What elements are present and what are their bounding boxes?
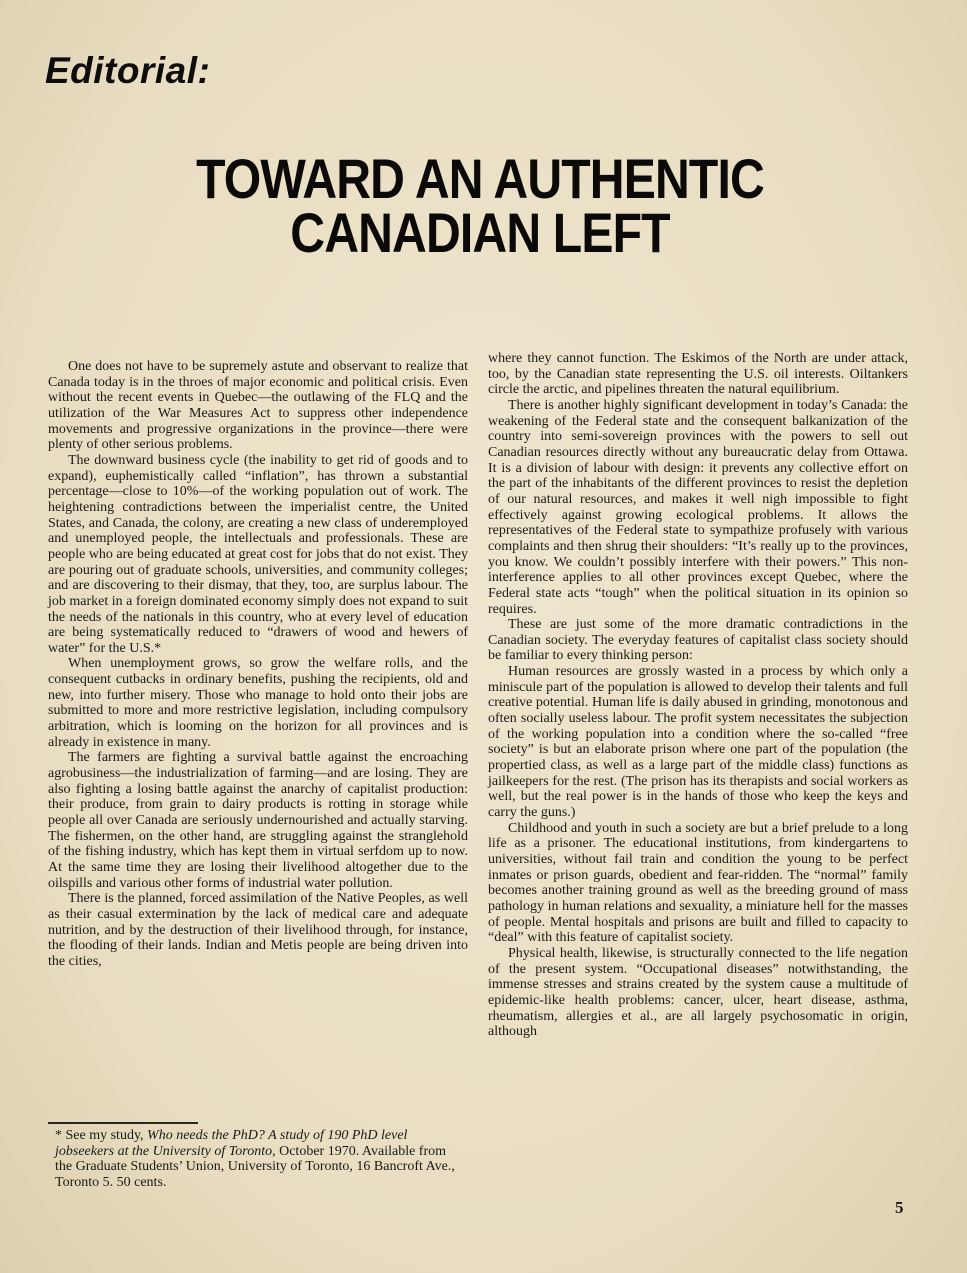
article-headline bbox=[153, 147, 807, 264]
paragraph: The farmers are fighting a survival battle against the encroaching agrobusiness—the industrialization of farming—and are losing. They are also fighting a losing battle against the anarchy of capitalist production: their produce, from grain to dairy products is rotting in storage while people all over Canada are seriously undernourished and actually starving. The fishermen, on the other hand, are struggling against the stranglehold of the fishing industry, which has kept them in virtual serfdom up to now. At the same time they are losing their livelihood altogether due to the oilspills and various other forms of industrial water pollution. bbox=[48, 750, 468, 891]
footnote-divider bbox=[48, 1122, 198, 1124]
right-column bbox=[488, 351, 908, 1040]
footnote-study-title: Who needs the PhD? A study of 190 PhD level jobseekers at the University of Toronto bbox=[55, 1128, 408, 1159]
paragraph: These are just some of the more dramatic contradictions in the Canadian society. The everyday features of capitalist class society should be familiar to every thinking person: bbox=[488, 617, 908, 664]
paragraph: One does not have to be supremely astute and observant to realize that Canada today is in the throes of major economic and political crisis. Even without the recent events in Quebec—the outlawing of the FLQ and the utilization of the War Measures Act to suppress other independence movements and progressive organizations in the province—there were plenty of other serious problems. bbox=[48, 359, 468, 453]
paragraph: where they cannot function. The Eskimos of the North are under attack, too, by the Canadian state representing the U.S. oil interests. Oiltankers circle the arctic, and pipelines threaten the natural equilibrium. bbox=[488, 351, 908, 398]
headline-line-2: CANADIAN LEFT bbox=[290, 201, 670, 264]
paragraph: Childhood and youth in such a society are but a brief prelude to a long life as a prisoner. The educational institutions, from kindergartens to universities, without fail train and condition the young to be perfect inmates or prison guards, obedient and fear-ridden. The “normal” family becomes another training ground as well as the breeding ground of mass pathology in human relations and sexuality, a miniature hell for the masses of people. Mental hospitals and prisons are built and filled to capacity to “deal” with this feature of capitalist society. bbox=[488, 820, 908, 946]
footnote-rest: , October 1970. Available from the Graduate Students’ Union, University of Toronto, 16 Bancroft Ave., Toronto 5. 50 cents. bbox=[55, 1143, 455, 1190]
paragraph: When unemployment grows, so grow the welfare rolls, and the consequent cutbacks in ordinary benefits, pushing the recipients, old and new, into further misery. Those who manage to hold onto their jobs are submitted to more and more restrictive legislation, including compulsory arbitration, which is looming on the horizon for all provinces and is already in existence in many. bbox=[48, 656, 468, 750]
page-number: 5 bbox=[895, 1198, 904, 1217]
left-column bbox=[48, 359, 468, 970]
paragraph: Human resources are grossly wasted in a process by which only a miniscule part of the population is allowed to develop their talents and full creative potential. Human life is daily abused in grinding, monotonous and often socially useless labour. The profit system necessitates the subjection of the working population into a condition where the so-called “free society” is but an elaborate prison where one part of the population (the propertied class, as well as a large part of the middle class) functions as jailkeepers for the rest. (The prison has its therapists and social workers as well, but the real power is in the hands of those who keep the keys and carry the guns.) bbox=[488, 664, 908, 821]
paragraph: The downward business cycle (the inability to get rid of goods and to expand), euphemistically called “inflation”, has thrown a substantial percentage—close to 10%—of the working population out of work. The heightening contradictions between the imperialist centre, the United States, and Canada, the colony, are creating a new class of underemployed and unemployed people, the intellectuals and professionals. These are people who are being educated at great cost for jobs that do not exist. They are pouring out of graduate schools, universities, and community colleges; and are discovering to their dismay, that they, too, are surplus labour. The job market in a foreign dominated economy simply does not expand to suit the needs of the nationals in this country, who at every level of education are being systematically reduced to “drawers of wood and hewers of water” for the U.S.* bbox=[48, 452, 468, 656]
paragraph: There is the planned, forced assimilation of the Native Peoples, as well as their casual extermination by the lack of medical care and adequate nutrition, and by the destruction of their livelihood through, for instance, the flooding of their lands. Indian and Metis people are being driven into the cities, bbox=[48, 891, 468, 969]
paragraph: There is another highly significant development in today’s Canada: the weakening of the Federal state and the consequent balkanization of the country into semi-sovereign provinces with the powers to sell out Canadian resources directly without any bureaucratic delay from Ottawa. It is a division of labour with design: it prevents any collective effort on the part of the inhabitants of the different provinces to resist the depletion of our natural resources, and makes it well nigh impossible to fight effectively against growing ecological problems. It allows the representatives of the Federal state to sympathize profusely with various complaints and then shrug their shoulders: “It’s really up to the provinces, you know. We couldn’t possibly interfere with their powers.” This non-interference applies to all other provinces except Quebec, where the Federal state acts “tough” when the political situation in its opinion so requires. bbox=[488, 397, 908, 617]
section-kicker: Editorial: bbox=[45, 50, 211, 91]
headline-line-1: TOWARD AN AUTHENTIC bbox=[196, 147, 764, 210]
paragraph: Physical health, likewise, is structurally connected to the life negation of the present system. “Occupational diseases” notwithstanding, the immense stresses and strains created by the system cause a multitude of epidemic-like health problems: cancer, ulcer, heart disease, asthma, rheumatism, allergies et al., are all largely psychosomatic in origin, although bbox=[488, 945, 908, 1040]
footnote bbox=[55, 1128, 465, 1190]
footnote-lead: * See my study, bbox=[55, 1128, 148, 1143]
